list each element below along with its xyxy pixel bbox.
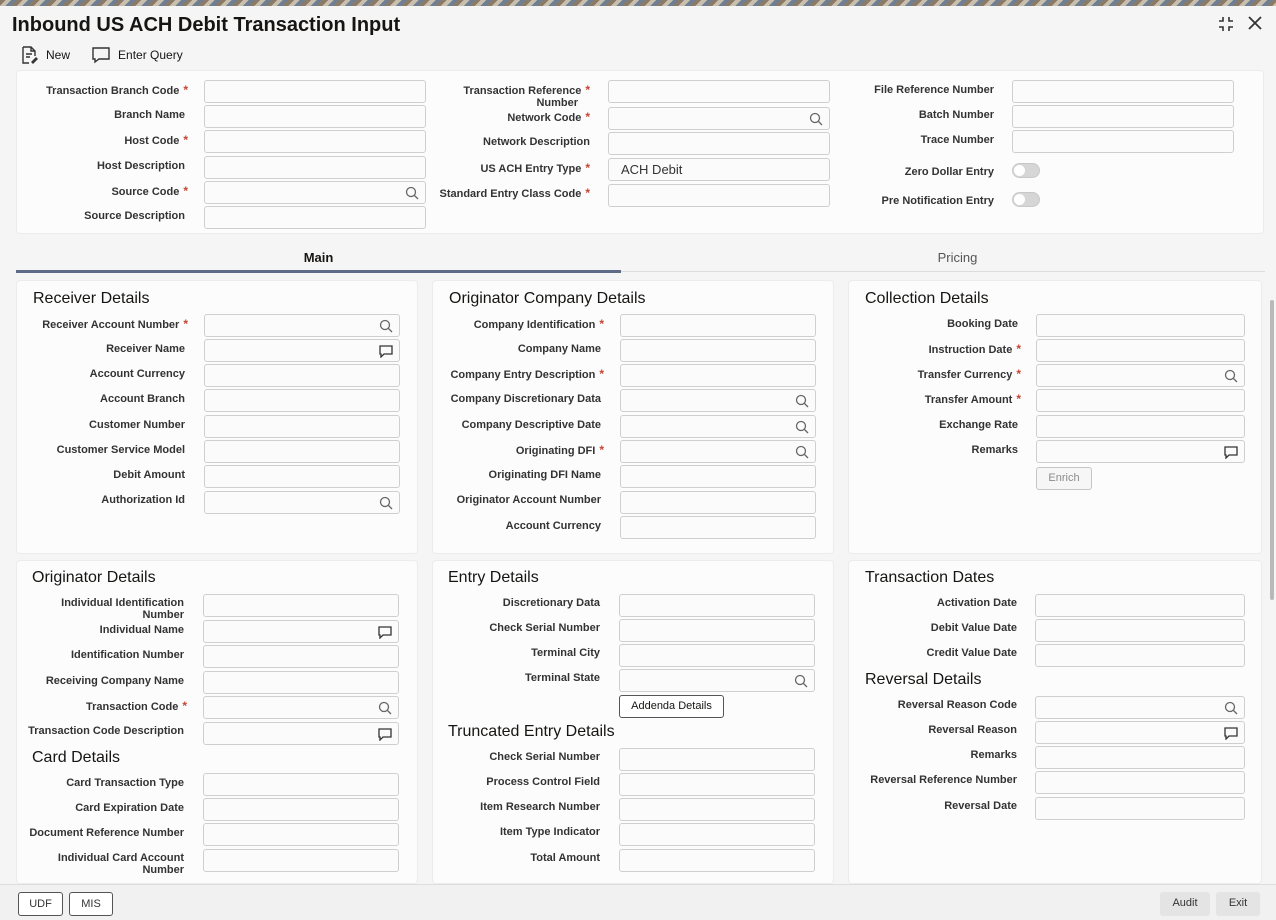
identification-number-label: Identification Number	[70, 649, 184, 661]
account-currency-label: Account Currency	[89, 368, 185, 380]
company-identification-input[interactable]	[620, 314, 816, 337]
company-name-input[interactable]	[620, 339, 816, 362]
truncated-check-serial-number-input[interactable]	[619, 748, 815, 771]
maximize-icon[interactable]	[1218, 16, 1234, 37]
us-ach-entry-type-label: US ACH Entry Type *	[480, 161, 590, 175]
receiver-name-label: Receiver Name	[106, 343, 185, 355]
collection-details-title: Collection Details	[865, 290, 989, 307]
audit-button[interactable]: Audit	[1160, 892, 1210, 916]
activation-date-input[interactable]	[1035, 594, 1245, 617]
debit-value-date-input[interactable]	[1035, 619, 1245, 642]
company-discretionary-data-input[interactable]	[620, 389, 816, 412]
terminal-city-input[interactable]	[619, 644, 815, 667]
us-ach-entry-type-input[interactable]: ACH Debit	[608, 158, 830, 181]
comment-icon[interactable]	[1224, 445, 1238, 459]
vertical-scrollbar[interactable]	[1270, 300, 1274, 600]
close-icon[interactable]	[1248, 16, 1262, 37]
customer-service-model-label: Customer Service Model	[56, 444, 185, 456]
batch-number-input[interactable]	[1012, 105, 1234, 128]
collection-remarks-label: Remarks	[971, 444, 1018, 456]
truncated-entry-details-title: Truncated Entry Details	[448, 723, 615, 740]
item-type-indicator-label: Item Type Indicator	[499, 826, 600, 838]
document-reference-number-input[interactable]	[203, 823, 399, 846]
authorization-id-label: Authorization Id	[101, 494, 185, 506]
individual-card-account-number-label: Individual Card Account Number	[57, 852, 184, 876]
trace-number-label: Trace Number	[920, 134, 994, 146]
instruction-date-input[interactable]	[1036, 339, 1245, 362]
transfer-amount-label: Transfer Amount *	[924, 392, 1021, 406]
originator-details-title: Originator Details	[32, 569, 156, 586]
total-amount-input[interactable]	[619, 849, 815, 872]
booking-date-input[interactable]	[1036, 314, 1245, 337]
search-icon[interactable]	[379, 319, 393, 333]
item-type-indicator-input[interactable]	[619, 823, 815, 846]
search-icon[interactable]	[405, 186, 419, 200]
new-button[interactable]	[20, 46, 70, 64]
account-currency-input[interactable]	[204, 364, 400, 387]
individual-name-label: Individual Name	[99, 624, 184, 636]
search-icon[interactable]	[379, 496, 393, 510]
source-description-input[interactable]	[204, 206, 426, 229]
company-entry-description-label: Company Entry Description *	[450, 367, 604, 381]
activation-date-label: Activation Date	[936, 597, 1017, 609]
search-icon[interactable]	[809, 112, 823, 126]
company-descriptive-date-input[interactable]	[620, 415, 816, 438]
search-icon[interactable]	[795, 420, 809, 434]
debit-amount-input[interactable]	[204, 465, 400, 488]
exchange-rate-input[interactable]	[1036, 415, 1245, 438]
booking-date-label: Booking Date	[947, 318, 1018, 330]
comment-icon[interactable]	[378, 625, 392, 639]
transaction-code-description-label: Transaction Code Description	[28, 725, 184, 737]
source-code-input[interactable]	[204, 181, 426, 204]
receiver-account-number-label: Receiver Account Number *	[42, 317, 188, 331]
comment-icon[interactable]	[379, 344, 393, 358]
host-description-label: Host Description	[96, 160, 185, 172]
reversal-remarks-input[interactable]	[1035, 746, 1245, 769]
comment-icon[interactable]	[1224, 726, 1238, 740]
search-icon[interactable]	[1224, 701, 1238, 715]
card-expiration-date-label: Card Expiration Date	[75, 802, 184, 814]
originating-dfi-name-input[interactable]	[620, 465, 816, 488]
credit-value-date-input[interactable]	[1035, 644, 1245, 667]
new-document-icon	[20, 46, 38, 64]
transaction-dates-title: Transaction Dates	[865, 569, 995, 586]
transaction-code-input[interactable]	[203, 696, 399, 719]
footer-bar	[0, 884, 1276, 920]
debit-amount-label: Debit Amount	[113, 469, 185, 481]
truncated-check-serial-number-label: Check Serial Number	[489, 751, 600, 763]
search-icon[interactable]	[1224, 369, 1238, 383]
tab-divider	[621, 271, 1265, 272]
originator-account-number-label: Originator Account Number	[456, 494, 601, 506]
authorization-id-input[interactable]	[204, 491, 400, 514]
transfer-currency-label: Transfer Currency *	[917, 367, 1021, 381]
originator-account-currency-input[interactable]	[620, 516, 816, 539]
process-control-field-label: Process Control Field	[486, 776, 600, 788]
item-research-number-label: Item Research Number	[480, 801, 600, 813]
check-serial-number-label: Check Serial Number	[489, 622, 600, 634]
enter-query-button[interactable]	[92, 46, 183, 64]
page-title: Inbound US ACH Debit Transaction Input	[12, 14, 401, 36]
receiving-company-name-label: Receiving Company Name	[45, 675, 184, 687]
reversal-reason-code-input[interactable]	[1035, 696, 1245, 719]
search-icon[interactable]	[378, 701, 392, 715]
company-entry-description-input[interactable]	[620, 364, 816, 387]
zero-dollar-entry-label: Zero Dollar Entry	[904, 166, 994, 178]
tab-pricing[interactable]: Pricing	[937, 250, 978, 265]
transaction-reference-number-label: Transaction Reference * Number	[463, 83, 590, 109]
exchange-rate-label: Exchange Rate	[939, 419, 1018, 431]
individual-name-input[interactable]	[203, 620, 399, 643]
search-icon[interactable]	[795, 394, 809, 408]
standard-entry-class-code-label: Standard Entry Class Code *	[439, 186, 590, 200]
originating-dfi-name-label: Originating DFI Name	[488, 469, 601, 481]
transaction-branch-code-label: Transaction Branch Code *	[46, 83, 188, 97]
enrich-button[interactable]: Enrich	[1036, 467, 1092, 490]
pre-notification-entry-toggle[interactable]	[1012, 192, 1040, 207]
trace-number-input[interactable]	[1012, 130, 1234, 153]
discretionary-data-input[interactable]	[619, 594, 815, 617]
discretionary-data-label: Discretionary Data	[502, 597, 600, 609]
account-branch-input[interactable]	[204, 389, 400, 412]
file-reference-number-input[interactable]	[1012, 80, 1234, 103]
exit-button[interactable]: Exit	[1216, 892, 1260, 916]
card-transaction-type-label: Card Transaction Type	[66, 777, 184, 789]
reversal-reason-label: Reversal Reason	[928, 724, 1017, 736]
card-transaction-type-input[interactable]	[203, 773, 399, 796]
source-code-label: Source Code *	[111, 184, 188, 198]
process-control-field-input[interactable]	[619, 773, 815, 796]
reversal-reason-code-label: Reversal Reason Code	[897, 699, 1017, 711]
terminal-city-label: Terminal City	[531, 647, 600, 659]
search-icon[interactable]	[794, 674, 808, 688]
entry-details-title: Entry Details	[448, 569, 539, 586]
originator-account-currency-label: Account Currency	[505, 520, 601, 532]
source-description-label: Source Description	[84, 210, 185, 222]
new-button-label: New	[46, 48, 71, 62]
standard-entry-class-code-input[interactable]	[608, 184, 830, 207]
receiver-details-title: Receiver Details	[33, 290, 150, 307]
host-code-input[interactable]	[204, 130, 426, 153]
debit-value-date-label: Debit Value Date	[930, 622, 1017, 634]
network-description-input[interactable]	[608, 132, 830, 155]
search-icon[interactable]	[795, 445, 809, 459]
file-reference-number-label: File Reference Number	[874, 84, 994, 96]
check-serial-number-input[interactable]	[619, 619, 815, 642]
addenda-details-button[interactable]: Addenda Details	[619, 695, 724, 718]
company-name-label: Company Name	[517, 343, 601, 355]
individual-card-account-number-input[interactable]	[203, 849, 399, 872]
originating-dfi-input[interactable]	[620, 440, 816, 463]
transaction-code-label: Transaction Code *	[86, 699, 187, 713]
terminal-state-label: Terminal State	[525, 672, 600, 684]
transaction-branch-code-input[interactable]	[204, 80, 426, 103]
receiving-company-name-input[interactable]	[203, 671, 399, 694]
batch-number-label: Batch Number	[918, 109, 994, 121]
reversal-reference-number-label: Reversal Reference Number	[870, 774, 1017, 786]
reversal-date-input[interactable]	[1035, 797, 1245, 820]
branch-name-label: Branch Name	[114, 109, 185, 121]
company-identification-label: Company Identification *	[473, 317, 604, 331]
card-expiration-date-input[interactable]	[203, 798, 399, 821]
reversal-details-title: Reversal Details	[865, 671, 982, 688]
identification-number-input[interactable]	[203, 645, 399, 668]
receiver-name-input[interactable]	[204, 339, 400, 362]
originator-company-title: Originator Company Details	[449, 290, 646, 307]
receiver-account-number-input[interactable]	[204, 314, 400, 337]
document-reference-number-label: Document Reference Number	[29, 827, 184, 839]
instruction-date-label: Instruction Date *	[928, 342, 1021, 356]
network-description-label: Network Description	[483, 136, 590, 148]
total-amount-label: Total Amount	[530, 852, 600, 864]
credit-value-date-label: Credit Value Date	[926, 647, 1017, 659]
reversal-reference-number-input[interactable]	[1035, 771, 1245, 794]
customer-number-label: Customer Number	[89, 419, 185, 431]
item-research-number-input[interactable]	[619, 798, 815, 821]
individual-identification-number-label: Individual Identification Number	[61, 597, 184, 621]
zero-dollar-entry-toggle[interactable]	[1012, 163, 1040, 178]
reversal-remarks-label: Remarks	[970, 749, 1017, 761]
enter-query-label: Enter Query	[118, 48, 183, 62]
network-code-input[interactable]	[608, 107, 830, 130]
host-description-input[interactable]	[204, 156, 426, 179]
individual-identification-number-input[interactable]	[203, 594, 399, 617]
transaction-reference-number-input[interactable]	[608, 80, 830, 103]
company-descriptive-date-label: Company Descriptive Date	[461, 419, 601, 431]
customer-service-model-input[interactable]	[204, 440, 400, 463]
udf-button[interactable]: UDF	[18, 892, 63, 916]
transaction-code-description-input[interactable]	[203, 722, 399, 745]
branch-name-input[interactable]	[204, 105, 426, 128]
mis-button[interactable]: MIS	[69, 892, 113, 916]
originating-dfi-label: Originating DFI *	[515, 443, 604, 457]
transfer-amount-input[interactable]	[1036, 389, 1245, 412]
network-code-label: Network Code *	[507, 110, 590, 124]
tab-main[interactable]: Main	[303, 250, 334, 265]
reversal-reason-input[interactable]	[1035, 721, 1245, 744]
active-tab-indicator	[16, 270, 621, 273]
card-details-title: Card Details	[32, 749, 121, 766]
reversal-date-label: Reversal Date	[944, 800, 1017, 812]
collection-remarks-input[interactable]	[1036, 440, 1245, 463]
terminal-state-input[interactable]	[619, 669, 815, 692]
originator-account-number-input[interactable]	[620, 491, 816, 514]
transfer-currency-input[interactable]	[1036, 364, 1245, 387]
customer-number-input[interactable]	[204, 415, 400, 438]
query-bubble-icon	[92, 46, 110, 64]
host-code-label: Host Code *	[124, 133, 188, 147]
company-discretionary-data-label: Company Discretionary Data	[450, 393, 601, 405]
account-branch-label: Account Branch	[100, 393, 185, 405]
comment-icon[interactable]	[378, 727, 392, 741]
pre-notification-entry-label: Pre Notification Entry	[881, 195, 994, 207]
